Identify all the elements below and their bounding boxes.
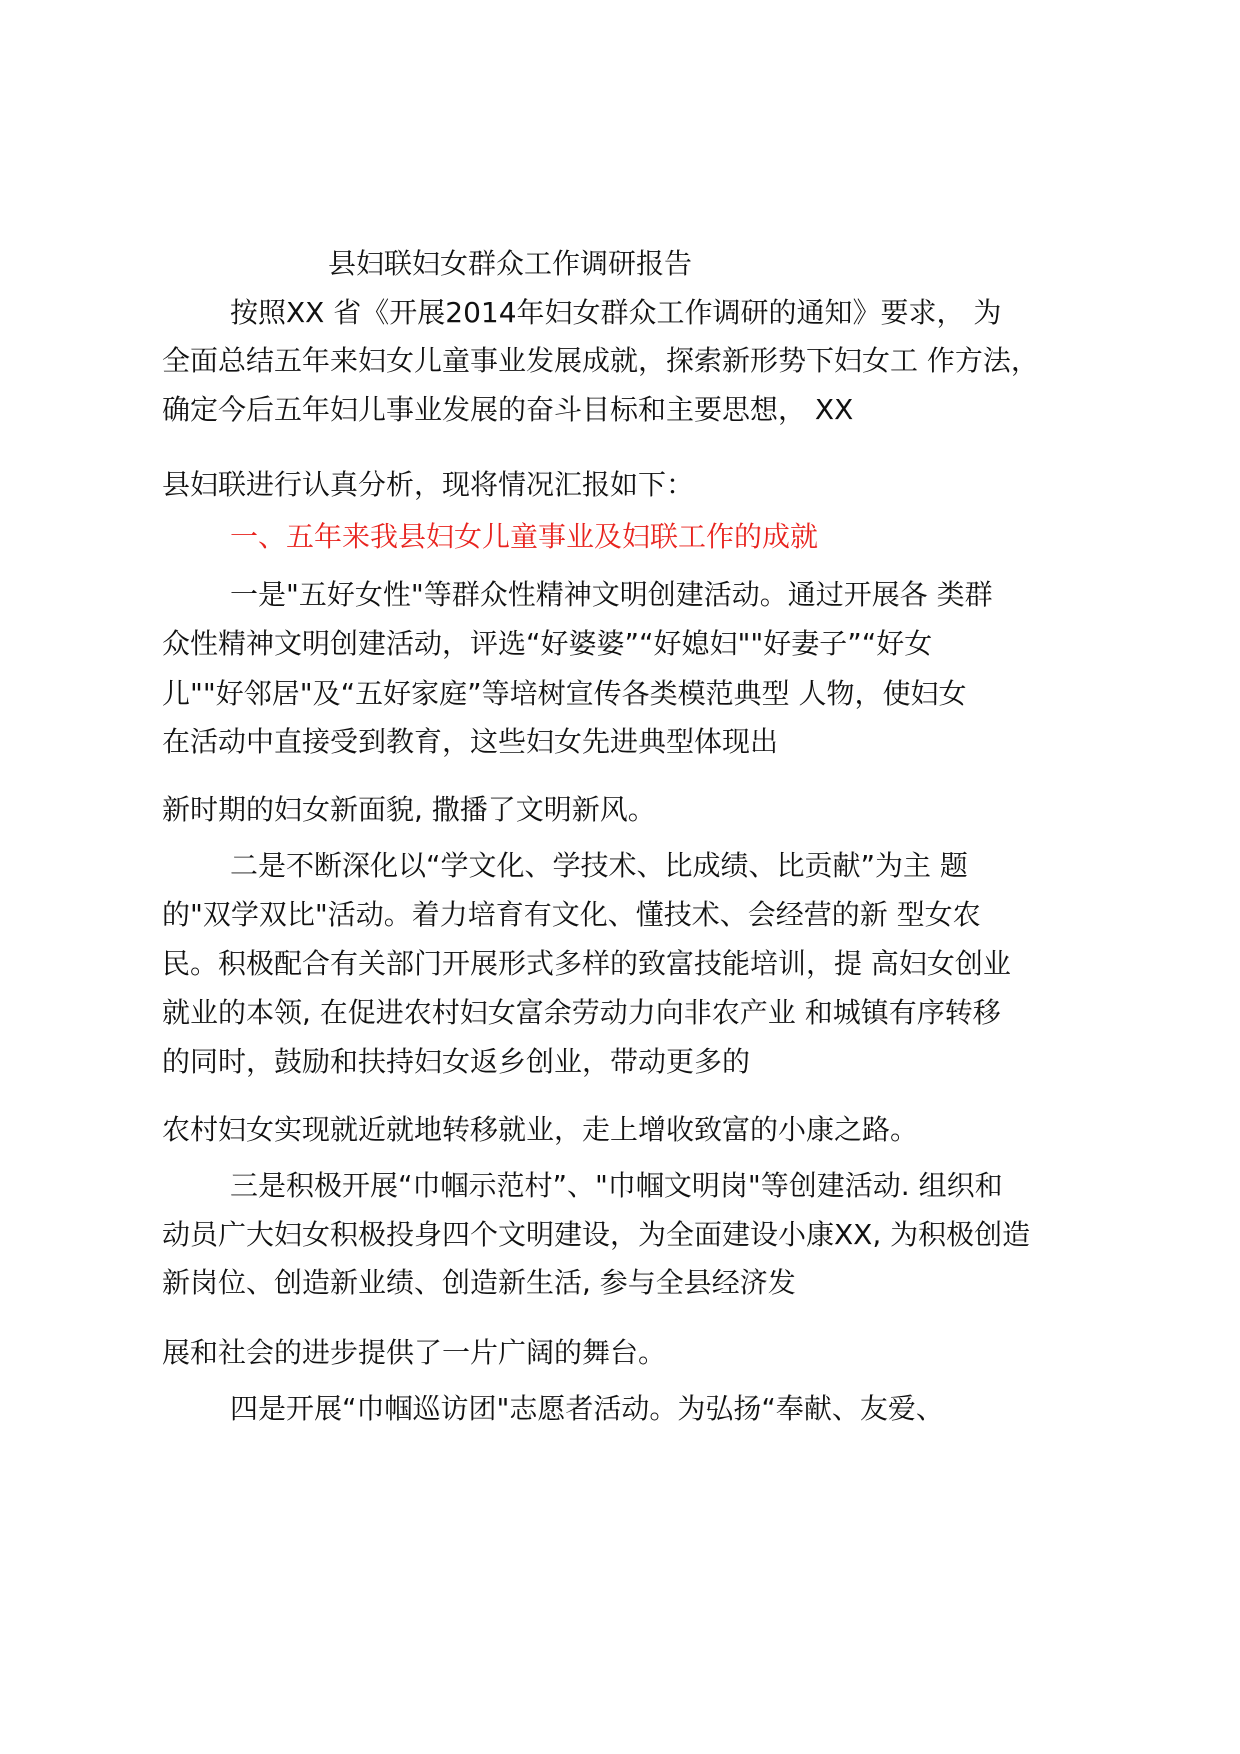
intro-line-1: 按照XX 省《开展2014年妇女群众工作调研的通知》要求， 为 [230, 296, 1002, 329]
point2-line-5: 的同时，鼓励和扶持妇女返乡创业，带动更多的 [162, 1045, 751, 1078]
section-heading: 一、五年来我县妇女儿童事业及妇联工作的成就 [230, 520, 819, 553]
point3-line-3: 新岗位、创造新业绩、创造新生活, 参与全县经济发 [162, 1266, 796, 1299]
point1-line-4: 在活动中直接受到教育，这些妇女先进典型体现出 [162, 725, 779, 758]
intro-line-2: 全面总结五年来妇女儿童事业发展成就，探索新形势下妇女工 作方法， [162, 344, 1039, 377]
document-title: 县妇联妇女群众工作调研报告 [328, 247, 693, 280]
intro-line-4: 县妇联进行认真分析，现将情况汇报如下： [162, 468, 695, 501]
point2-line-4: 就业的本领, 在促进农村妇女富余劳动力向非农产业 和城镇有序转移 [162, 996, 1001, 1029]
intro-line-3: 确定今后五年妇儿事业发展的奋斗目标和主要思想， XX [162, 393, 854, 426]
point2-line-3: 民。积极配合有关部门开展形式多样的致富技能培训，提 高妇女创业 [162, 947, 1011, 980]
point2-line-6: 农村妇女实现就近就地转移就业，走上增收致富的小康之路。 [162, 1113, 919, 1146]
point2-line-1: 二是不断深化以“学文化、学技术、比成绩、比贡献”为主 题 [230, 849, 968, 882]
point3-line-1: 三是积极开展“巾帼示范村”、"巾帼文明岗"等创建活动. 组织和 [230, 1169, 1003, 1202]
point3-line-2: 动员广大妇女积极投身四个文明建设，为全面建设小康XX, 为积极创造 [162, 1218, 1031, 1251]
point1-line-3: 儿""好邻居"及“五好家庭”等培树宣传各类模范典型 人物，使妇女 [162, 677, 967, 710]
point1-line-2: 众性精神文明创建活动，评选“好婆婆”“好媳妇""好妻子”“好女 [162, 627, 933, 660]
point1-line-5: 新时期的妇女新面貌, 撒播了文明新风。 [162, 793, 656, 826]
point4-line-1: 四是开展“巾帼巡访团"志愿者活动。为弘扬“奉献、友爱、 [230, 1392, 944, 1425]
point3-line-4: 展和社会的进步提供了一片广阔的舞台。 [162, 1336, 667, 1369]
point2-line-2: 的"双学双比"活动。着力培育有文化、懂技术、会经营的新 型女农 [162, 898, 981, 931]
point1-line-1: 一是"五好女性"等群众性精神文明创建活动。通过开展各 类群 [230, 578, 993, 611]
